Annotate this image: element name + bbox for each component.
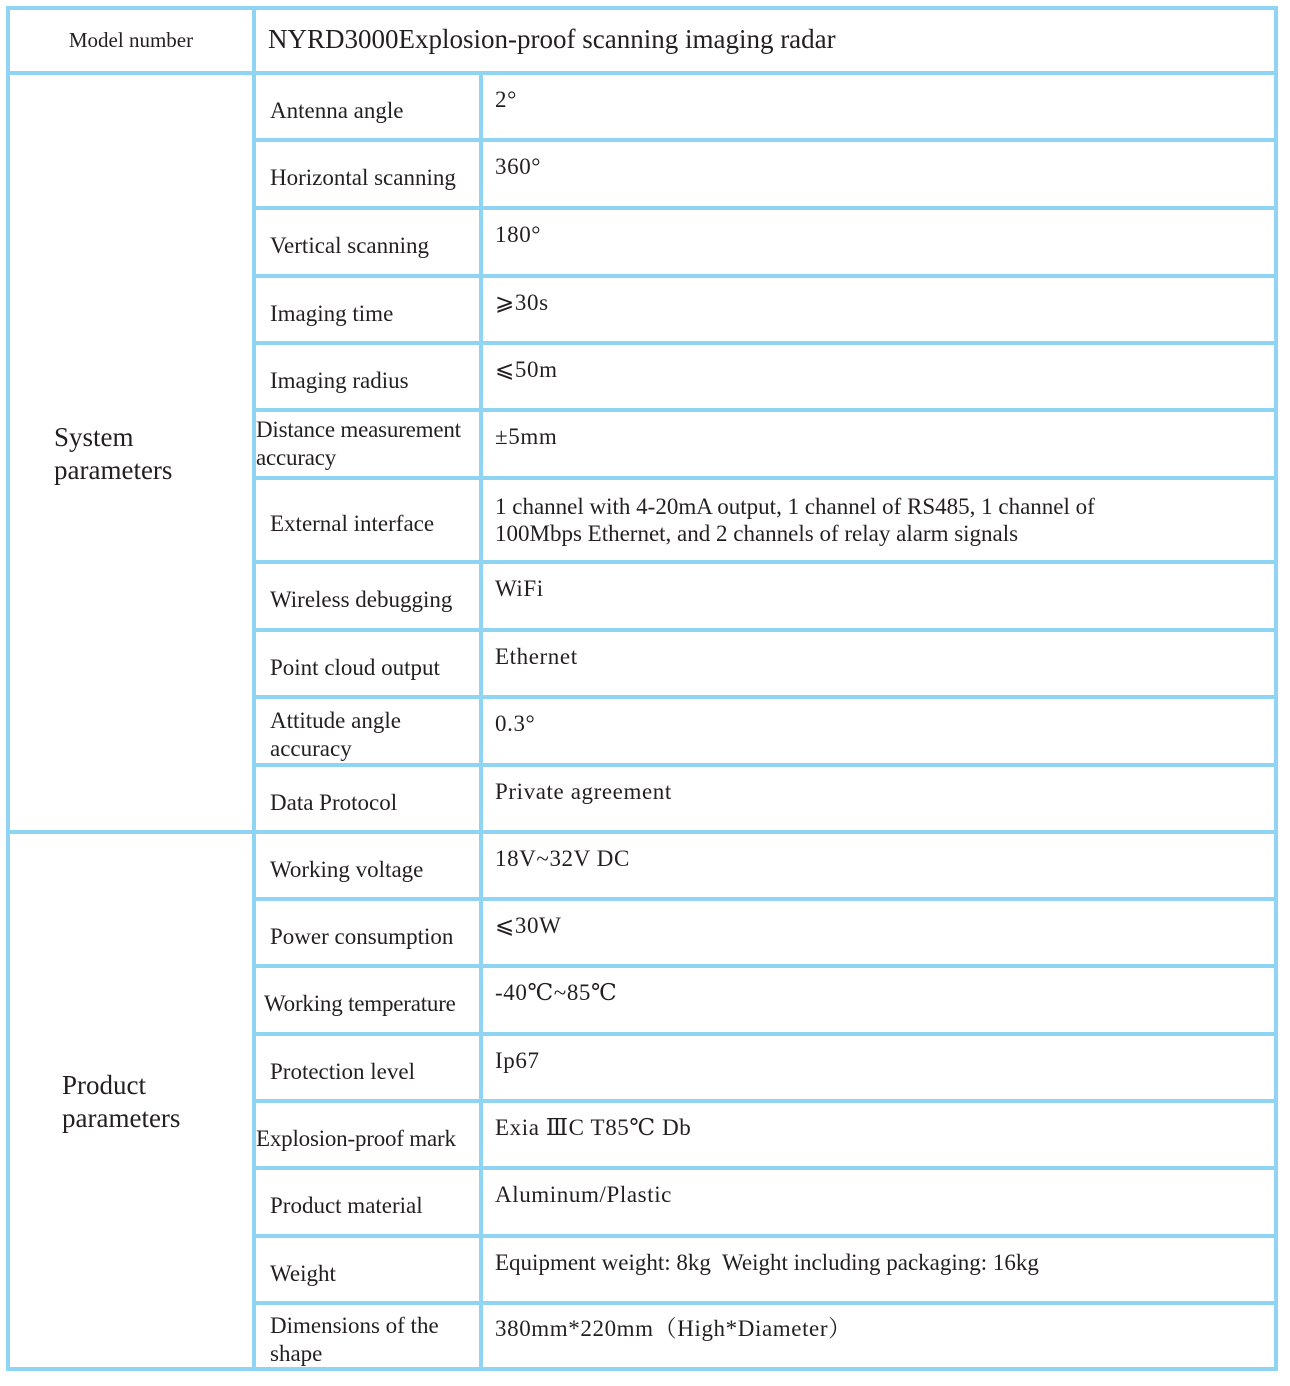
param-value-text: ⩽30W [495,912,562,938]
param-value-text: Private agreement [495,778,672,804]
param-value-text: 380mm*220mm（High*Diameter） [495,1316,852,1341]
param-value-text: 2° [495,86,517,112]
param-value-text: -40℃~85℃ [495,980,618,1005]
param-label-text: Point cloud output [270,654,440,680]
param-value [483,1103,1272,1166]
param-value [483,564,1272,628]
param-value [483,480,1272,560]
param-value-text: Ethernet [495,643,578,669]
param-label-text: Protection level [270,1058,415,1084]
param-value [483,142,1272,206]
section-title-line: Product [62,1069,146,1100]
param-label-text: Data Protocol [270,789,398,815]
param-label [256,1103,479,1166]
param-value [483,345,1272,408]
param-label-text: Explosion-proof mark [256,1125,456,1151]
param-value-text: Exia ⅢC T85℃ Db [495,1114,692,1140]
param-label-text: Working temperature [264,991,456,1016]
section-title-line: System [54,421,134,452]
param-label [256,1305,479,1367]
param-label [256,699,479,763]
section-title [10,75,252,832]
param-label-text: Imaging radius [270,367,409,393]
param-label-text: Working voltage [270,856,424,882]
param-label [256,278,479,341]
param-label-text: Attitude angle accuracy [270,708,401,761]
param-value-text: ⩽50m [495,356,558,382]
param-value-text: Ip67 [495,1047,540,1073]
param-label [256,1170,479,1234]
param-value-text: WiFi [495,576,544,601]
param-label [256,480,479,560]
model-number-label [10,10,252,71]
param-label-text: Weight [270,1260,336,1286]
param-label [256,968,479,1032]
param-label [256,345,479,408]
param-value [483,767,1272,830]
param-label-text: Wireless debugging [270,587,453,612]
param-label-text: Imaging time [270,300,394,326]
param-value [483,1170,1272,1234]
param-value [483,901,1272,964]
param-value-text: 18V~32V DC [495,845,630,871]
section-title-text [54,421,172,487]
param-value [483,834,1272,897]
section-title-line: parameters [62,1102,181,1133]
section-title [10,834,252,1369]
param-label [256,834,479,897]
param-value-text: ⩾30s [495,289,549,315]
param-value [483,968,1272,1032]
param-label [256,1036,479,1099]
section-title-line: parameters [54,454,173,485]
param-label-text: Antenna angle [270,97,404,123]
param-value-text: 1 channel with 4-20mA output, 1 channel of RS485, 1 channel of 100Mbps Ethernet, and 2 channels of relay alarm signals [495,494,1095,546]
param-label-text: Horizontal scanning [270,165,456,190]
param-value-text: Equipment weight: 8kg Weight including packaging: 16kg [495,1249,1039,1275]
param-value [483,278,1272,341]
param-label [256,142,479,206]
param-value [483,1305,1272,1367]
param-value [483,75,1272,138]
param-value [483,412,1272,476]
param-label [256,767,479,830]
param-value [483,699,1272,763]
section-title-text [62,1069,180,1135]
param-value-text: 180° [495,222,542,247]
param-label-text: Dimensions of the shape [270,1313,439,1366]
param-label-text: Distance measurement accuracy [256,417,461,470]
param-value-text: Aluminum/Plastic [495,1182,672,1207]
param-value [483,1238,1272,1301]
param-label-text: Product material [270,1193,423,1218]
param-label [256,901,479,964]
param-value-text: ±5mm [495,424,558,449]
model-number-value [268,10,1272,69]
model-number-value-text: NYRD3000Explosion-proof scanning imaging radar [268,24,836,54]
param-label [256,412,479,476]
param-value [483,632,1272,695]
param-value [483,1036,1272,1099]
model-number-label-text: Model number [68,28,194,52]
param-label [256,1238,479,1301]
param-label [256,75,479,138]
param-label [256,632,479,695]
param-label-text: Power consumption [270,923,454,949]
param-value [483,210,1272,274]
param-value-text: 360° [495,154,542,179]
param-label-text: External interface [270,511,435,536]
param-label [256,210,479,274]
param-value-text: 0.3° [495,711,536,736]
param-label [256,564,479,628]
param-label-text: Vertical scanning [270,233,430,258]
